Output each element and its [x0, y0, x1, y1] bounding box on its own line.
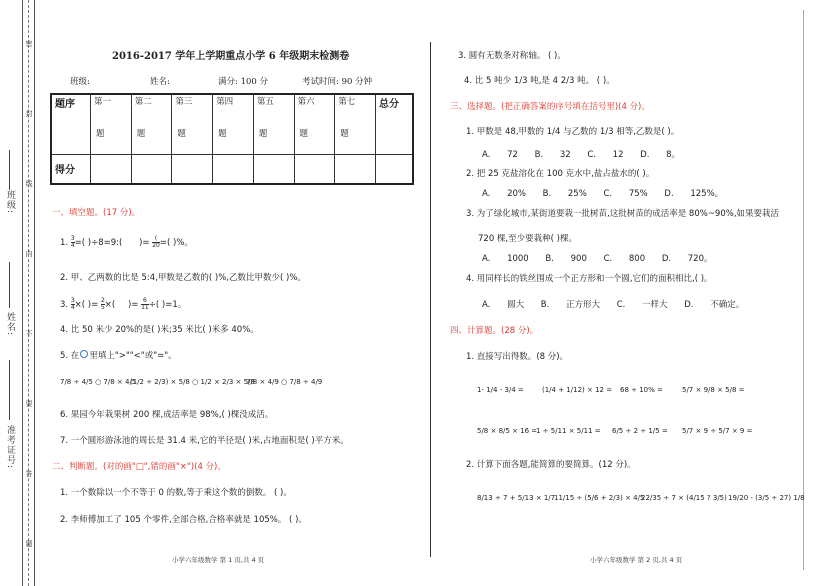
s4-calc: 1- 1/4 - 3/4 =: [477, 386, 524, 394]
score-cell[interactable]: [131, 154, 172, 184]
score-table: [50, 93, 414, 185]
s4-calc: 5/7 × 9 ÷ 5/7 × 9 =: [682, 427, 753, 435]
s3-question-1: 1. 甲数是 48,甲数的 1/4 与乙数的 1/3 相等,乙数是( )。: [466, 127, 680, 137]
s4-calc: (1/4 + 1/12) × 12 =: [542, 386, 613, 394]
exam-time-label: 考试时间: 90 分钟: [302, 77, 373, 87]
seal-dashed-line: [28, 0, 29, 586]
col-header-suffix: 题: [258, 129, 268, 139]
s3-question-1-options: A. 72 B. 32 C. 12 D. 8。: [482, 150, 681, 160]
s4-calc: 5/8 × 8/5 × 16 =: [477, 427, 538, 435]
s1-question-1: 1. $\frac{3}{4}$ =( )÷8=9:( )= $\frac{(}{20}$ =( )%。: [60, 235, 193, 249]
name-field-line: [9, 262, 10, 308]
section-4-title: 四、计算题。(28 分)。: [450, 326, 539, 336]
col-header-label: 第二: [134, 97, 152, 107]
s1-question-5: 5. 在 里填上">""<"或"="。: [60, 351, 177, 361]
s4-question-1: 1. 直接写出得数。(8 分)。: [466, 352, 569, 362]
seal-char: 封: [25, 110, 33, 118]
score-cell[interactable]: [253, 154, 294, 184]
s1-question-3: 3. $\frac{3}{4}$ ×( )= $\frac{2}{5}$ ×( )= $\frac{6}{11}$ ÷( )=1。: [60, 297, 187, 311]
col-header-label: 第六: [297, 97, 315, 107]
s4-calc: 5/7 × 9/8 × 5/8 =: [682, 386, 745, 394]
s1-question-4: 4. 比 50 米少 20%的是( )米;35 米比( )米多 40%。: [60, 325, 259, 335]
col-header-suffix: 题: [340, 129, 349, 139]
total-header: 总分: [376, 94, 414, 154]
score-cell-total[interactable]: [376, 154, 414, 184]
s4-question-2: 2. 计算下面各题,能简算的要简算。(12 分)。: [466, 460, 636, 470]
s4-calc: 11/15 ÷ (5/6 + 2/3) × 4/5: [554, 494, 645, 502]
exam-number-field-line: [9, 360, 10, 420]
binding-line: [22, 0, 23, 586]
page-divider: [430, 42, 431, 557]
col-header: [131, 94, 172, 154]
seal-char: 内: [25, 250, 33, 258]
s4-calc: 19/20 - (3/5 ÷ 27) 1/8: [728, 494, 805, 502]
score-cell[interactable]: [335, 154, 376, 184]
row-header-item-order: 题序: [51, 94, 91, 154]
s1-question-6: 6. 果园今年栽果树 200 棵,成活率是 98%,( )棵没成活。: [60, 410, 274, 420]
col-header-suffix: 题: [177, 129, 186, 139]
right-edge-line: [803, 10, 804, 570]
seal-char: 题: [25, 540, 33, 548]
s1-q5-expr-3: 7/8 × 4/9 ○ 7/8 ÷ 4/9: [246, 378, 323, 386]
seal-char: 密: [25, 40, 33, 48]
col-header-label: 第七: [338, 97, 356, 107]
col-header-label: 第五: [256, 97, 274, 107]
s4-calc: 1 ÷ 5/11 × 5/11 =: [536, 427, 601, 435]
s4-calc: 6/5 ÷ 2 ÷ 1/5 =: [612, 427, 668, 435]
seal-char: 要: [25, 400, 33, 408]
binding-line-inner: [34, 0, 35, 586]
footer-page-2: 小学六年级数学 第 2 页,共 4 页: [590, 556, 683, 564]
s2-question-2: 2. 李师傅加工了 105 个零件,全部合格,合格率就是 105%。 ( )。: [60, 515, 307, 525]
s3-question-2-options: A. 20% B. 25% C. 75% D. 125%。: [482, 189, 724, 199]
row-header-score: 得分: [51, 154, 91, 184]
seal-char: 线: [25, 180, 33, 188]
s3-question-3: 3. 为了绿化城市,某街道要栽一批树苗,这批树苗的成活率是 80%~90%,如果要栽活: [466, 209, 780, 219]
s3-question-3-cont: 720 棵,至少要栽种( )棵。: [478, 234, 577, 244]
fraction: $\frac{(}{20}$: [152, 235, 160, 249]
s4-calc: 8/13 ÷ 7 + 5/13 × 1/7: [477, 494, 556, 502]
exam-number-label-vertical: 准考证号:: [5, 425, 15, 470]
seal-char: 答: [25, 470, 33, 478]
circle-icon: [80, 350, 88, 358]
col-header-suffix: 题: [218, 129, 227, 139]
col-header-suffix: 题: [96, 129, 105, 139]
fraction: $\frac{3}{4}$: [70, 235, 75, 249]
col-header: [213, 94, 254, 154]
s1-question-2: 2. 甲、乙两数的比是 5:4,甲数是乙数的( )%,乙数比甲数少( )%。: [60, 273, 306, 283]
exam-title: 2016-2017 学年上学期重点小学 6 年级期末检测卷: [112, 51, 350, 62]
s2-question-4: 4. 比 5 吨少 1/3 吨,是 4 2/3 吨。 ( )。: [464, 76, 615, 86]
class-label: 班级:: [70, 77, 90, 87]
class-field-line: [9, 150, 10, 190]
col-header-label: 第四: [216, 97, 234, 107]
name-label-vertical: 姓名:: [5, 312, 15, 337]
s2-question-1: 1. 一个数除以一个不等于 0 的数,等于乘这个数的倒数。 ( )。: [60, 488, 292, 498]
col-header: [172, 94, 213, 154]
score-cell[interactable]: [213, 154, 254, 184]
score-cell[interactable]: [294, 154, 335, 184]
col-header-label: 第一: [94, 97, 112, 107]
s2-question-3: 3. 圆有无数条对称轴。 ( )。: [458, 51, 566, 61]
seal-char: 不: [25, 330, 33, 338]
s3-question-3-options: A. 1000 B. 900 C. 800 D. 720。: [482, 254, 713, 264]
section-1-title: 一、填空题。(17 分)。: [52, 208, 141, 218]
s3-question-4-options: A. 圆大 B. 正方形大 C. 一样大 D. 不确定。: [482, 300, 745, 310]
name-label: 姓名:: [150, 77, 170, 87]
col-header: [335, 94, 376, 154]
s1-q5-expr-1: 7/8 ÷ 4/5 ○ 7/8 × 4/5: [60, 378, 137, 386]
score-cell[interactable]: [172, 154, 213, 184]
col-header-suffix: 题: [136, 129, 146, 139]
s4-calc: 68 ÷ 10% =: [620, 386, 663, 394]
class-label-vertical: 班级:: [5, 190, 15, 215]
col-header-suffix: 题: [299, 129, 309, 139]
s3-question-2: 2. 把 25 克盐溶化在 100 克水中,盐占盐水的( )。: [466, 169, 655, 179]
s1-question-7: 7. 一个圆形游泳池的周长是 31.4 米,它的半径是( )米,占地面积是( )平方米。: [60, 436, 349, 446]
full-score-label: 满分: 100 分: [218, 77, 268, 87]
score-cell[interactable]: [91, 154, 132, 184]
section-2-title: 二、判断题。(对的画"□",错的画"×")(4 分)。: [52, 462, 226, 472]
section-3-title: 三、选择题。(把正确答案的序号填在括号里)(4 分)。: [450, 102, 650, 112]
col-header: [253, 94, 294, 154]
col-header: [91, 94, 132, 154]
col-header-label: 第三: [175, 97, 193, 107]
footer-page-1: 小学六年级数学 第 1 页,共 4 页: [172, 556, 265, 564]
col-header: [294, 94, 335, 154]
s1-q5-expr-2: (1/2 ÷ 2/3) × 5/8 ○ 1/2 × 2/3 × 5/8: [130, 378, 255, 386]
s3-question-4: 4. 用同样长的铁丝围成一个正方形和一个圆,它们的面积相比,( )。: [466, 274, 713, 284]
s4-calc: 22/35 ÷ 7 × (4/15 ? 3/5): [641, 494, 727, 502]
